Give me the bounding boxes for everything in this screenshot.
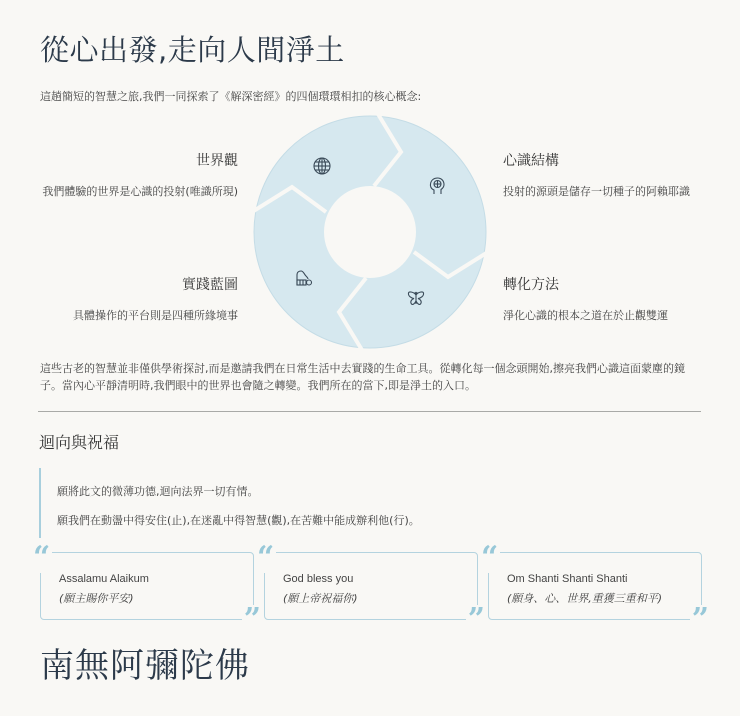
blessing-translation: (願主賜你平安) bbox=[59, 592, 134, 605]
blessing-greeting: Assalamu Alaikum bbox=[59, 573, 149, 585]
concept-title: 世界觀 bbox=[196, 153, 238, 169]
blessing-greeting: Om Shanti Shanti Shanti bbox=[507, 573, 628, 585]
blessing-card bbox=[257, 540, 485, 637]
butterfly-icon bbox=[406, 289, 426, 309]
close-quote-icon: ” bbox=[691, 602, 709, 637]
section-divider bbox=[38, 411, 701, 412]
closing-paragraph: 這些古老的智慧並非僅供學術探討,而是邀請我們在日常生活中去實踐的生命工具。從轉化每一個念頭開始,擦亮我們心識這面蒙塵的鏡子。當內心平靜清明時,我們眼中的世界也會隨之轉變。我們所在的當下,即是淨土的入口。 bbox=[40, 362, 685, 392]
concept-title: 心識結構 bbox=[503, 153, 559, 169]
concept-desc: 我們體驗的世界是心識的投射(唯識所現) bbox=[42, 185, 238, 198]
piano-icon bbox=[294, 268, 314, 288]
cycle-ring bbox=[252, 114, 488, 350]
blessing-greeting: God bless you bbox=[283, 573, 354, 585]
concept-transformation-method bbox=[503, 274, 668, 323]
blessing-translation: (願身、心、世界,重獲三重和平) bbox=[507, 592, 663, 605]
concept-worldview bbox=[42, 150, 238, 199]
dedication-line: 願我們在動盪中得安住(止),在迷亂中得智慧(觀),在苦難中能成辦利他(行)。 bbox=[57, 514, 420, 527]
concept-desc: 具體操作的平台則是四種所緣境事 bbox=[73, 309, 238, 322]
head-mind-icon bbox=[427, 176, 447, 196]
blessing-card bbox=[33, 540, 261, 637]
cycle-diagram bbox=[252, 114, 488, 350]
concept-title: 實踐藍圖 bbox=[182, 277, 238, 293]
dedication-quote bbox=[39, 468, 641, 538]
close-quote-icon: ” bbox=[467, 602, 485, 637]
blessing-card bbox=[481, 540, 709, 637]
open-quote-icon: “ bbox=[33, 540, 51, 575]
open-quote-icon: “ bbox=[257, 540, 275, 575]
blessing-translation: (願上帝祝福你) bbox=[283, 592, 358, 605]
dedication-line: 願將此文的微薄功德,迴向法界一切有情。 bbox=[57, 485, 259, 498]
close-quote-icon: ” bbox=[243, 602, 261, 637]
concept-desc: 淨化心識的根本之道在於止觀雙運 bbox=[503, 309, 668, 322]
concept-title: 轉化方法 bbox=[503, 277, 559, 293]
page-title: 從心出發,走向人間淨土 bbox=[40, 33, 345, 67]
open-quote-icon: “ bbox=[481, 540, 499, 575]
concept-desc: 投射的源頭是儲存一切種子的阿賴耶識 bbox=[503, 185, 690, 198]
intro-text: 這趟簡短的智慧之旅,我們一同探索了《解深密經》的四個環環相扣的核心概念: bbox=[40, 90, 422, 103]
globe-icon bbox=[312, 156, 332, 176]
concept-mind-structure bbox=[503, 150, 690, 199]
closing-mantra: 南無阿彌陀佛 bbox=[40, 646, 250, 686]
dedication-title: 迴向與祝福 bbox=[39, 433, 120, 452]
concept-practice-blueprint bbox=[73, 274, 238, 323]
